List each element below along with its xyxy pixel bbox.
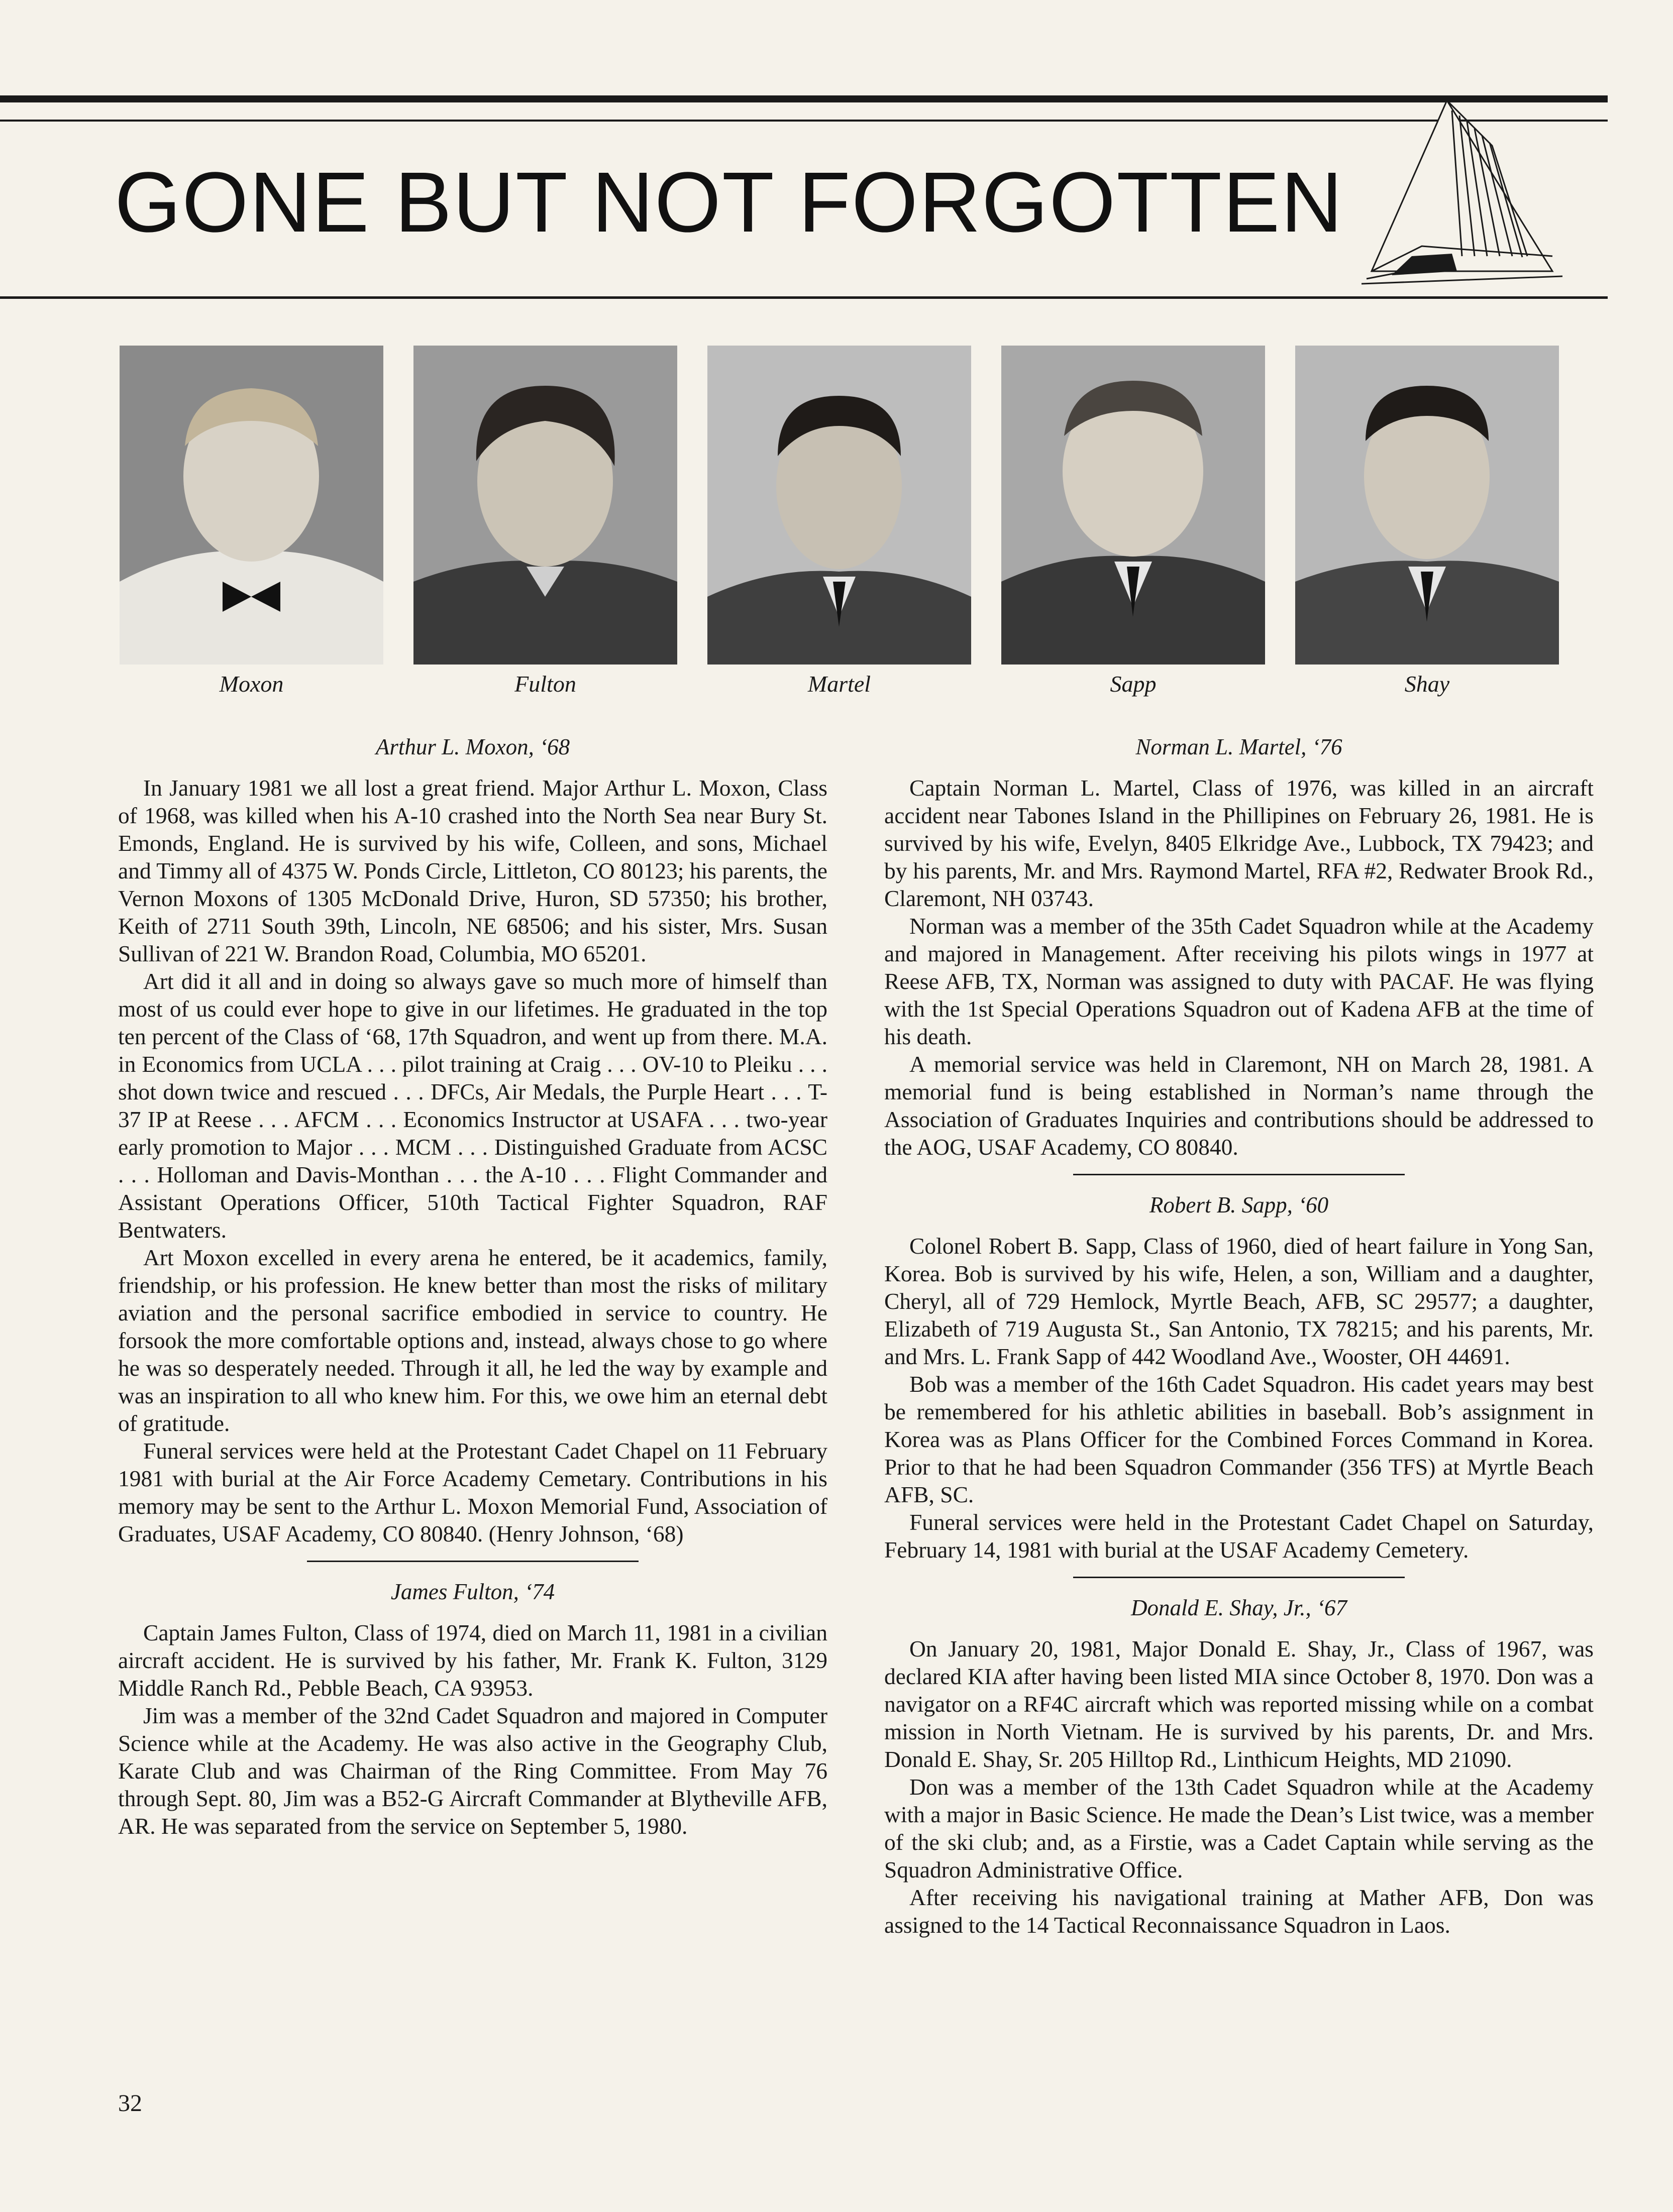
article-heading: Robert B. Sapp, ‘60 [1149,1192,1329,1218]
article-fulton [118,1578,827,1840]
portrait-photo-martel [707,346,971,665]
article-separator [307,1561,639,1562]
article-paragraph: Art did it all and in doing so always gave so much more of himself than most of us could ever hope to give in our lifetimes. He graduated in the top ten percent of the Class of ‘68, 17th Squadron, and went up from there. M.A. in Economics from UCLA . . . pilot training at Craig . . . OV-10 to Pleiku . . . shot down twice and rescued . . . DFCs, Air Medals, the Purple Heart . . . T-37 IP at Reese . . . AFCM . . . Economics Instructor at USAFA . . . two-year early promotion to Major . . . MCM . . . Distinguished Graduate from ACSC . . . Holloman and Davis-Monthan . . . the A-10 . . . Flight Commander and Assistant Operations Officer, 510th Tactical Fighter Squadron, RAF Bentwaters. [118,968,827,1243]
article-paragraph: Funeral services were held at the Protestant Cadet Chapel on 11 February 1981 with burial at the Air Force Academy Cemetary. Contributions in his memory may be sent to the Arthur L. Moxon Memorial Fund, Association of Graduates, USAF Academy, CO 80840. (Henry Johnson, ‘68) [118,1438,827,1546]
portrait-photo-shay [1295,346,1559,665]
article-paragraph: Bob was a member of the 16th Cadet Squadron. His cadet years may best be remembered for his athletic abilities in baseball. Bob’s assignment in Korea was as Plans Officer for the Combined Forces Command in Korea. Prior to that he had been Squadron Commander (356 TFS) at Myrtle Beach AFB, SC. [884,1371,1594,1507]
article-paragraph: After receiving his navigational training at Mather AFB, Don was assigned to the 14 Tactical Reconnaissance Squadron in Laos. [884,1885,1594,1938]
photo-caption-sapp: Sapp [1110,671,1157,697]
article-sapp [884,1191,1594,1564]
article-paragraph: A memorial service was held in Claremont, NH on March 28, 1981. A memorial fund is being established in Norman’s name through the Association of Graduates Inquiries and contributions should be addressed to the AOG, USAF Academy, CO 80840. [884,1051,1594,1160]
article-paragraph: On January 20, 1981, Major Donald E. Shay, Jr., Class of 1967, was declared KIA after having been listed MIA since October 8, 1970. Don was a navigator on a RF4C aircraft which was reported missing while on a combat mission in North Vietnam. He is survived by his parents, Dr. and Mrs. Donald E. Shay, Sr. 205 Hilltop Rd., Linthicum Heights, MD 21090. [884,1636,1594,1772]
article-heading: Arthur L. Moxon, ‘68 [375,734,570,759]
article-heading: Norman L. Martel, ‘76 [1135,734,1342,759]
right-column [884,733,1594,1939]
portrait-photo-moxon [120,346,383,665]
header-rule-bottom [0,296,1608,299]
article-paragraph: Don was a member of the 13th Cadet Squadron while at the Academy with a major in Basic Science. He made the Dean’s List twice, was a member of the ski club; and, as a Firstie, was a Cadet Captain while serving as the Squadron Administrative Office. [884,1774,1594,1883]
article-shay [884,1594,1594,1939]
page-number: 32 [118,2090,142,2117]
left-column [118,733,827,1840]
article-separator [1073,1577,1405,1578]
article-paragraph: Captain Norman L. Martel, Class of 1976, was killed in an aircraft accident near Tabones Island in the Phillipines on February 26, 1981. He is survived by his wife, Evelyn, 8405 Elkridge Ave., Lubbock, TX 79423; and by his parents, Mr. and Mrs. Raymond Martel, RFA #2, Redwater Brook Rd., Claremont, NH 03743. [884,775,1594,911]
portrait-photo-sapp [1001,346,1265,665]
article-heading: Donald E. Shay, Jr., ‘67 [1131,1595,1347,1620]
photo-caption-fulton: Fulton [514,671,576,697]
photo-caption-moxon: Moxon [219,671,284,697]
portrait-photo-fulton [413,346,677,665]
page-title: GONE BUT NOT FORGOTTEN [115,155,1344,250]
article-paragraph: Jim was a member of the 32nd Cadet Squadron and majored in Computer Science while at the Academy. He was also active in the Geography Club, Karate Club and was Chairman of the Ring Committee. From May 76 through Sept. 80, Jim was a B52-G Aircraft Commander at Blytheville AFB, AR. He was separated from the service on September 5, 1980. [118,1703,827,1839]
article-martel [884,733,1594,1161]
article-separator [1073,1174,1405,1175]
photo-caption-martel: Martel [807,671,871,697]
article-paragraph: Captain James Fulton, Class of 1974, died on March 11, 1981 in a civilian aircraft accident. He is survived by his father, Mr. Frank K. Fulton, 3129 Middle Ranch Rd., Pebble Beach, CA 93953. [118,1620,827,1701]
article-moxon [118,733,827,1547]
article-paragraph: In January 1981 we all lost a great friend. Major Arthur L. Moxon, Class of 1968, was killed when his A-10 crashed into the North Sea near Bury St. Emonds, England. He is survived by his wife, Colleen, and sons, Michael and Timmy all of 4375 W. Ponds Circle, Littleton, CO 80123; his parents, the Vernon Moxons of 1305 McDonald Drive, Huron, SD 57350; his brother, Keith of 2711 South 39th, Lincoln, NE 68506; and his sister, Mrs. Susan Sullivan of 221 W. Brandon Road, Columbia, MO 65201. [118,775,827,966]
article-paragraph: Art Moxon excelled in every arena he entered, be it academics, family, friendship, or his profession. He knew better than most the risks of military aviation and the personal sacrifice embodied in service to country. He forsook the more comfortable options and, instead, always chose to go where he was so desperately needed. Through it all, he led the way by example and was an inspiration to all who knew him. For this, we owe him an eternal debt of gratitude. [118,1245,827,1436]
chapel-illustration [1362,90,1573,291]
article-paragraph: Colonel Robert B. Sapp, Class of 1960, died of heart failure in Yong San, Korea. Bob is survived by his wife, Helen, a son, William and a daughter, Cheryl, all of 729 Hemlock, Myrtle Beach, AFB, SC 29577; a daughter, Elizabeth of 719 Augusta St., San Antonio, TX 78215; and his parents, Mr. and Mrs. L. Frank Sapp of 442 Woodland Ave., Wooster, OH 44691. [884,1233,1594,1369]
photo-caption-shay: Shay [1404,671,1450,697]
article-heading: James Fulton, ‘74 [390,1579,555,1604]
article-paragraph: Funeral services were held in the Protestant Cadet Chapel on Saturday, February 14, 1981 with burial at the USAF Academy Cemetery. [884,1509,1594,1563]
article-paragraph: Norman was a member of the 35th Cadet Squadron while at the Academy and majored in Management. After receiving his pilots wings in 1977 at Reese AFB, TX, Norman was assigned to duty with PACAF. He was flying with the 1st Special Operations Squadron out of Kadena AFB at the time of his death. [884,913,1594,1049]
